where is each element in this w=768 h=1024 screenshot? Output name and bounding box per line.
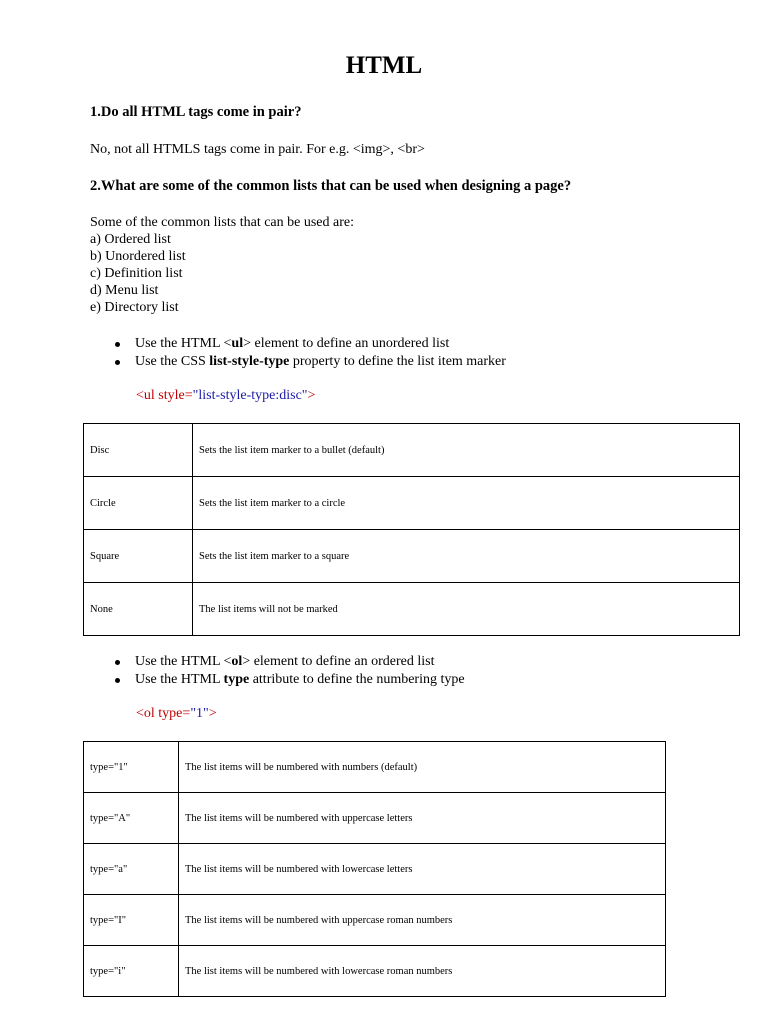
ol-type-table <box>83 741 666 997</box>
page-title: HTML <box>345 52 423 79</box>
table-row <box>84 424 740 477</box>
table-cell-desc: Sets the list item marker to a bullet (default) <box>193 424 740 477</box>
table-cell-key: type="I" <box>84 895 179 946</box>
table-cell-key: Square <box>84 530 193 583</box>
table-row <box>84 742 666 793</box>
table-cell-key: None <box>84 583 193 636</box>
bullet-icon <box>115 660 120 665</box>
table-cell-key: type="1" <box>84 742 179 793</box>
question-2: 2.What are some of the common lists that can be used when designing a page? <box>90 178 572 194</box>
ol-bullet-list <box>90 653 465 689</box>
table-row <box>84 793 666 844</box>
table-cell-key: Disc <box>84 424 193 477</box>
answer-1: No, not all HTMLS tags come in pair. For e.g. <img>, <br> <box>90 142 425 157</box>
table-cell-key: type="A" <box>84 793 179 844</box>
list-type-item: c) Definition list <box>90 266 183 281</box>
bullet-item: Use the HTML <ul> element to define an unordered list <box>90 335 506 353</box>
table-row <box>84 530 740 583</box>
table-cell-desc: The list items will not be marked <box>193 583 740 636</box>
answer-2 <box>90 214 354 316</box>
table-cell-desc: The list items will be numbered with uppercase letters <box>179 793 666 844</box>
table-cell-desc: The list items will be numbered with lowercase roman numbers <box>179 946 666 997</box>
ol-code-sample: <ol type="1"> <box>136 706 217 721</box>
list-type-item: d) Menu list <box>90 283 159 298</box>
table-row <box>84 583 740 636</box>
table-row <box>84 477 740 530</box>
table-row <box>84 844 666 895</box>
bullet-icon <box>115 342 120 347</box>
answer-2-intro: Some of the common lists that can be used are: <box>90 215 354 230</box>
bullet-item: Use the HTML type attribute to define the numbering type <box>90 671 465 689</box>
table-cell-key: type="a" <box>84 844 179 895</box>
table-row <box>84 946 666 997</box>
list-type-item: a) Ordered list <box>90 232 171 247</box>
bullet-item: Use the HTML <ol> element to define an ordered list <box>90 653 465 671</box>
table-row <box>84 895 666 946</box>
bullet-icon <box>115 678 120 683</box>
table-cell-desc: The list items will be numbered with uppercase roman numbers <box>179 895 666 946</box>
table-cell-desc: Sets the list item marker to a square <box>193 530 740 583</box>
bullet-icon <box>115 360 120 365</box>
question-1: 1.Do all HTML tags come in pair? <box>90 104 302 120</box>
ul-code-sample: <ul style="list-style-type:disc"> <box>136 388 316 403</box>
ul-style-table <box>83 423 740 636</box>
table-cell-desc: The list items will be numbered with numbers (default) <box>179 742 666 793</box>
list-type-item: b) Unordered list <box>90 249 186 264</box>
ul-bullet-list <box>90 335 506 371</box>
table-cell-desc: Sets the list item marker to a circle <box>193 477 740 530</box>
list-type-item: e) Directory list <box>90 300 179 315</box>
bullet-item: Use the CSS list-style-type property to define the list item marker <box>90 353 506 371</box>
table-cell-desc: The list items will be numbered with lowercase letters <box>179 844 666 895</box>
table-cell-key: type="i" <box>84 946 179 997</box>
table-cell-key: Circle <box>84 477 193 530</box>
